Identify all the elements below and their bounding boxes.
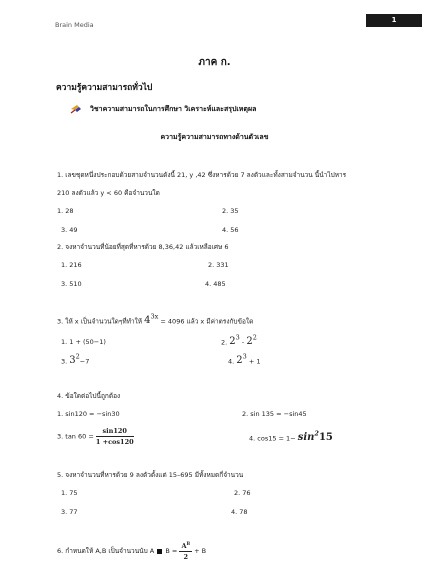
pin-icon — [70, 104, 82, 114]
question-3-option-1: 1. 1 + (50−1) — [61, 338, 106, 346]
question-4-text: 4. ข้อใดต่อไปนี้ถูกต้อง — [57, 392, 121, 400]
question-5-text: 5. จงหาจำนวนที่หารด้วย 9 ลงตัวตั้งแต่ 15–695 มีทั้งหมดกี่จำนวน — [57, 471, 244, 479]
question-1-option-1: 1. 28 — [57, 207, 74, 215]
question-3-option-4: 4. $2^3 + 1$ — [228, 353, 261, 367]
square-operator-icon — [157, 549, 162, 554]
question-1-option-2: 2. 35 — [222, 207, 239, 215]
question-4-option-1: 1. sin120 = −sin30 — [57, 410, 120, 418]
question-1-line-1: 1. เลขชุดหนึ่งประกอบด้วยสามจำนวนดังนี้ 21, y ,42 ซึ่งหารด้วย 7 ลงตัวและทั้งสามจำนวน นี้นำไปหาร — [57, 171, 347, 179]
question-2-option-4: 4. 485 — [205, 280, 226, 288]
question-6-text: 6. กำหนดให้ A,B เป็นจำนวนนับ A B = $\frac{A^B}{2}$ + B — [57, 541, 207, 562]
question-4-option-2: 2. sin 135 = −sin45 — [242, 410, 307, 418]
question-3-text — [57, 313, 253, 326]
question-3-option-3: 3. $3^2-7$ — [61, 353, 90, 367]
question-4-option-3: 3. tan 60 = $\frac{\sin 120}{1 +\cos 120}$ — [57, 427, 134, 446]
question-3-text-post: = 4096 แล้ว x มีค่าตรงกับข้อใด — [160, 317, 254, 326]
question-5-option-3: 3. 77 — [61, 508, 78, 516]
question-4-option-4: 4. $\cos 15 = 1- \sin^215$ — [249, 430, 333, 444]
question-5-option-1: 1. 75 — [61, 489, 78, 497]
part-title: ภาค ก. — [198, 57, 231, 68]
question-2-option-2: 2. 331 — [208, 261, 229, 269]
question-4-option-3-fraction: $\frac{\sin 120}{1 +\cos 120}$ — [95, 427, 134, 446]
question-3-text-pre: 3. ให้ x เป็นจำนวนใดๆที่ทำให้ — [57, 317, 143, 326]
header-brand: Brain Media — [55, 21, 94, 29]
question-2-option-3: 3. 510 — [61, 280, 82, 288]
topic-title: ความรู้ความสามารถทางด้านตัวเลข — [160, 133, 269, 141]
question-2-option-1: 1. 216 — [61, 261, 82, 269]
question-6-fraction: $\frac{A^B}{2}$ — [181, 541, 191, 562]
question-3-option-2: 2. $2^3 - 2^2$ — [221, 334, 257, 348]
question-1-option-3: 3. 49 — [61, 226, 78, 234]
subsection-title: วิชาความสามารถในการศึกษา วิเคราะห์และสรุปเหตุผล — [90, 105, 257, 113]
page-number-badge: 1 — [366, 14, 422, 27]
question-5-option-2: 2. 76 — [234, 489, 251, 497]
question-2-text: 2. จงหาจำนวนที่น้อยที่สุดที่หารด้วย 8,36,42 แล้วเหลือเศษ 6 — [57, 243, 229, 251]
question-1-option-4: 4. 56 — [222, 226, 239, 234]
question-3-power: $4^{3x}$ — [144, 313, 159, 327]
section-title: ความรู้ความสามารถทั่วไป — [56, 83, 153, 93]
question-5-option-4: 4. 78 — [231, 508, 248, 516]
question-1-line-2: 210 ลงตัวแล้ว y < 60 คือจำนวนใด — [57, 189, 160, 197]
